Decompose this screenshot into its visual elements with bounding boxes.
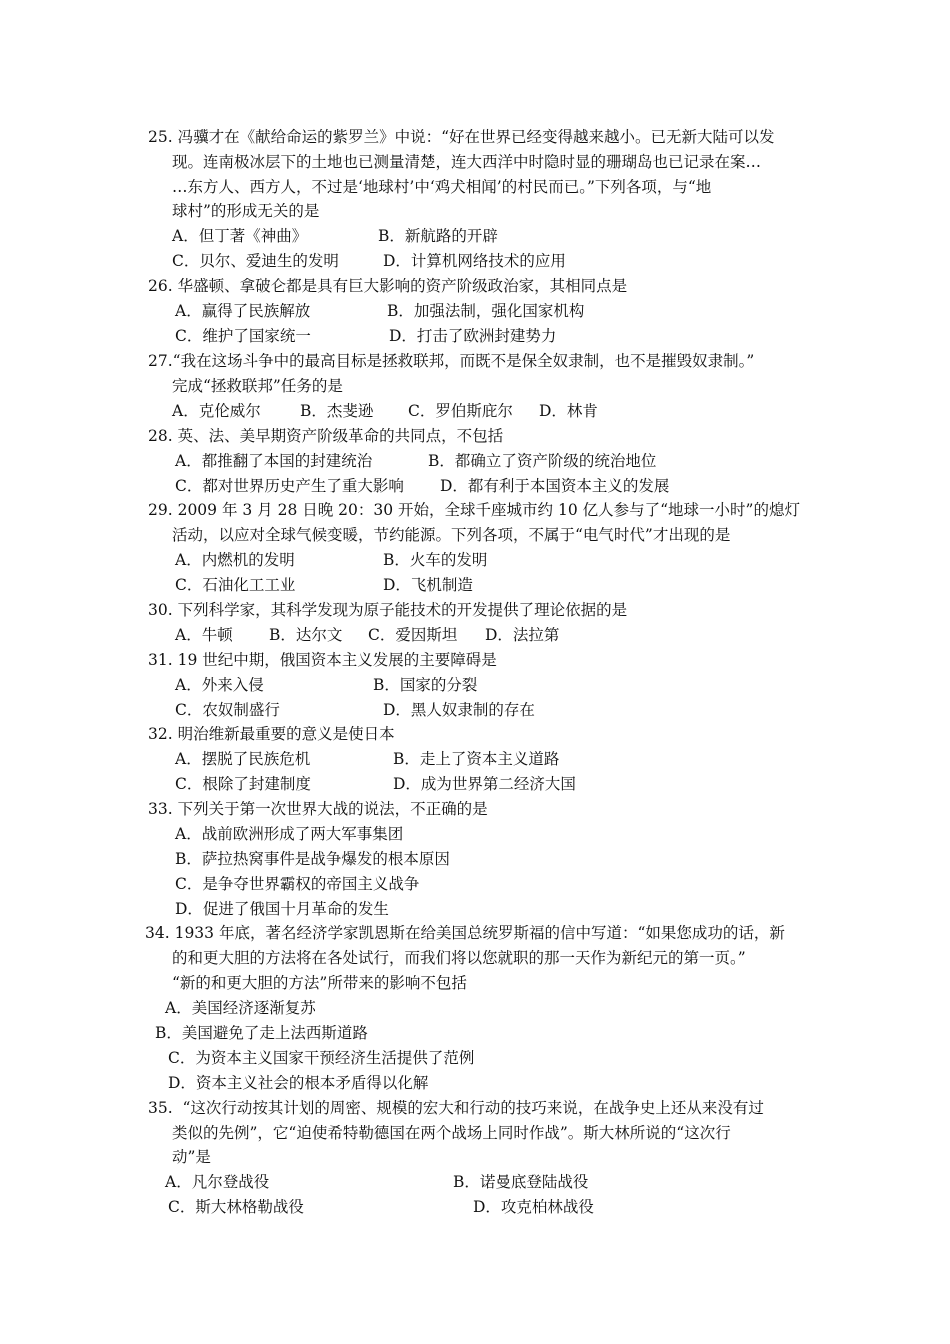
question-35-option-a: A．凡尔登战役 <box>165 1173 270 1191</box>
question-30-option-a: A．牛顿 <box>175 626 233 644</box>
question-34-stem-line-1: 34. 1933 年底，著名经济学家凯恩斯在给美国总统罗斯福的信中写道：“如果您成功的话，新 <box>145 924 785 942</box>
question-28-option-b: B．都确立了资产阶级的统治地位 <box>428 452 657 470</box>
question-29-option-d: D．飞机制造 <box>383 576 473 594</box>
question-34-stem-line-2: 的和更大胆的方法将在各处试行，而我们将以您就职的那一天作为新纪元的第一页。” <box>172 949 746 967</box>
question-31-stem: 31. 19 世纪中期，俄国资本主义发展的主要障碍是 <box>148 651 497 669</box>
question-26-stem: 26. 华盛顿、拿破仑都是具有巨大影响的资产阶级政治家，其相同点是 <box>148 277 628 295</box>
question-31-option-b: B．国家的分裂 <box>373 676 478 694</box>
question-30-option-c: C．爱因斯坦 <box>368 626 458 644</box>
question-26-option-d: D．打击了欧洲封建势力 <box>389 327 557 345</box>
question-30-option-b: B．达尔文 <box>269 626 343 644</box>
question-35-option-c: C．斯大林格勒战役 <box>168 1198 304 1216</box>
question-32-option-d: D．成为世界第二经济大国 <box>393 775 576 793</box>
question-32-option-a: A．摆脱了民族危机 <box>175 750 311 768</box>
question-35-option-b: B．诺曼底登陆战役 <box>453 1173 589 1191</box>
question-28-stem: 28. 英、法、美早期资产阶级革命的共同点，不包括 <box>148 427 504 445</box>
question-27-stem-line-2: 完成“拯救联邦”任务的是 <box>172 377 343 395</box>
question-29-stem-line-2: 活动，以应对全球气候变暖，节约能源。下列各项，不属于“电气时代”才出现的是 <box>172 526 731 544</box>
question-25-option-a: A．但丁著《神曲》 <box>172 227 308 245</box>
question-25-option-c: C．贝尔、爱迪生的发明 <box>172 252 339 270</box>
question-28-option-c: C．都对世界历史产生了重大影响 <box>175 477 404 495</box>
question-25-option-b: B．新航路的开辟 <box>378 227 498 245</box>
question-29-option-b: B．火车的发明 <box>383 551 488 569</box>
question-25-option-d: D．计算机网络技术的应用 <box>383 252 566 270</box>
question-34-option-d: D．资本主义社会的根本矛盾得以化解 <box>168 1074 429 1092</box>
question-27-option-c: C．罗伯斯庇尔 <box>408 402 513 420</box>
question-35-option-d: D．攻克柏林战役 <box>473 1198 594 1216</box>
question-26-option-c: C．维护了国家统一 <box>175 327 311 345</box>
question-32-option-c: C．根除了封建制度 <box>175 775 311 793</box>
question-25-stem-line-4: 球村”的形成无关的是 <box>172 202 320 220</box>
question-26-option-a: A．赢得了民族解放 <box>175 302 311 320</box>
question-27-option-b: B．杰斐逊 <box>300 402 374 420</box>
question-27-option-d: D．林肯 <box>539 402 598 420</box>
question-29-option-c: C．石油化工工业 <box>175 576 296 594</box>
question-33-option-b: B．萨拉热窝事件是战争爆发的根本原因 <box>175 850 450 868</box>
question-34-option-a: A．美国经济逐渐复苏 <box>165 999 316 1017</box>
question-31-option-a: A．外来入侵 <box>175 676 264 694</box>
question-29-stem-line-1: 29. 2009 年 3 月 28 日晚 20：30 开始，全球千座城市约 10 亿人参与了“地球一小时”的熄灯 <box>148 501 800 519</box>
question-35-stem-line-3: 动”是 <box>172 1148 211 1166</box>
question-30-stem: 30. 下列科学家，其科学发现为原子能技术的开发提供了理论依据的是 <box>148 601 628 619</box>
question-33-option-c: C．是争夺世界霸权的帝国主义战争 <box>175 875 420 893</box>
question-34-stem-line-3: “新的和更大胆的方法”所带来的影响不包括 <box>172 974 467 992</box>
question-32-stem: 32. 明治维新最重要的意义是使日本 <box>148 725 395 743</box>
question-33-option-d: D．促进了俄国十月革命的发生 <box>175 900 389 918</box>
question-31-option-c: C．农奴制盛行 <box>175 701 280 719</box>
question-35-stem-line-1: 35. “这次行动按其计划的周密、规模的宏大和行动的技巧来说，在战争史上还从来没有过 <box>148 1099 764 1117</box>
question-28-option-a: A．都推翻了本国的封建统治 <box>175 452 373 470</box>
question-34-option-b: B．美国避免了走上法西斯道路 <box>155 1024 368 1042</box>
question-30-option-d: D．法拉第 <box>485 626 560 644</box>
question-33-stem: 33. 下列关于第一次世界大战的说法，不正确的是 <box>148 800 488 818</box>
question-34-option-c: C．为资本主义国家干预经济生活提供了范例 <box>168 1049 475 1067</box>
question-28-option-d: D．都有利于本国资本主义的发展 <box>440 477 670 495</box>
question-35-stem-line-2: 类似的先例”，它“迫使希特勒德国在两个战场上同时作战”。斯大林所说的“这次行 <box>172 1124 731 1142</box>
question-32-option-b: B．走上了资本主义道路 <box>393 750 560 768</box>
question-25-stem-line-3: …东方人、西方人，不过是‘地球村’中‘鸡犬相闻’的村民而已。”下列各项，与“地 <box>172 178 712 196</box>
question-25-stem-line-2: 现。连南极冰层下的土地也已测量清楚，连大西洋中时隐时显的珊瑚岛也已记录在案… <box>172 153 762 171</box>
question-31-option-d: D．黑人奴隶制的存在 <box>383 701 535 719</box>
question-26-option-b: B．加强法制，强化国家机构 <box>387 302 585 320</box>
question-33-option-a: A．战前欧洲形成了两大军事集团 <box>175 825 404 843</box>
question-25-stem-line-1: 25. 冯骥才在《献给命运的紫罗兰》中说：“好在世界已经变得越来越小。已无新大陆可以发 <box>148 128 775 146</box>
question-27-stem-line-1: 27.“我在这场斗争中的最高目标是拯救联邦，而既不是保全奴隶制，也不是摧毁奴隶制。” <box>148 352 755 370</box>
question-27-option-a: A．克伦威尔 <box>172 402 261 420</box>
question-29-option-a: A．内燃机的发明 <box>175 551 295 569</box>
